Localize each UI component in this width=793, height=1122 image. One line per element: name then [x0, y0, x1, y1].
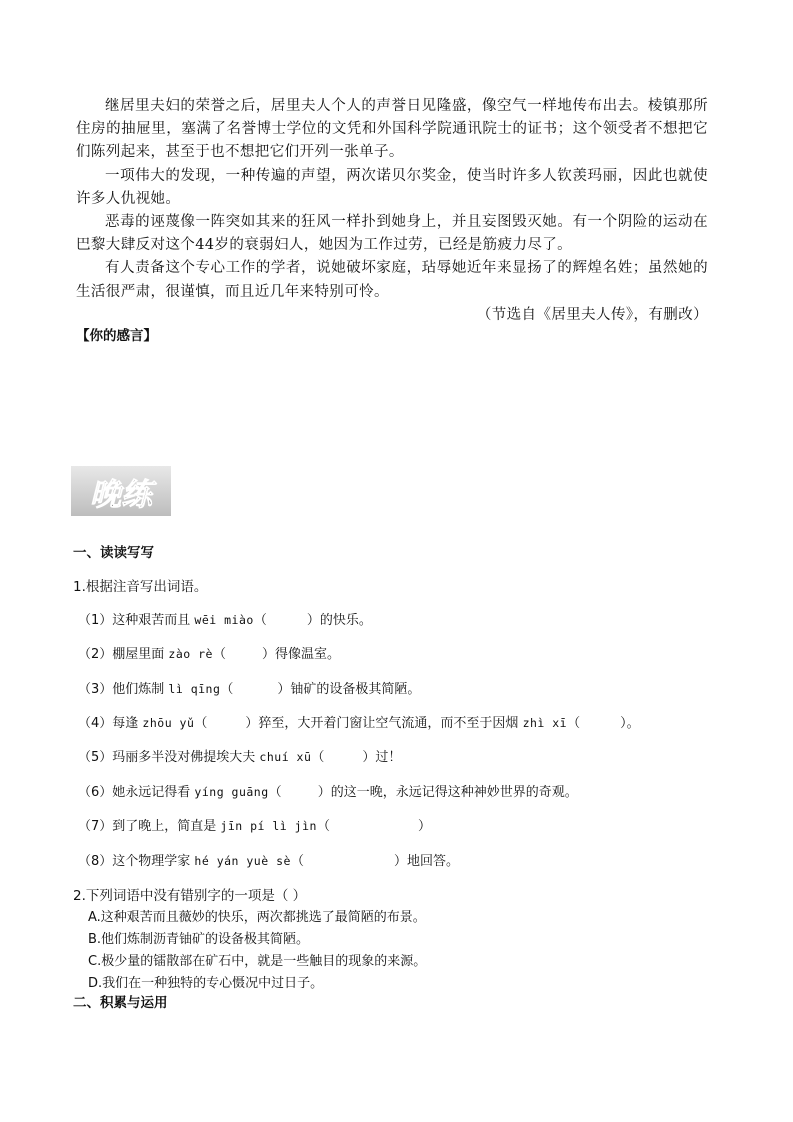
- logo-text: 晚练: [90, 477, 152, 513]
- question-1-item-4: （4）每逢 zhōu yǔ（ ）猝至，大开着门窗让空气流通，而不至于因烟 zhì xī（ ）。: [78, 716, 640, 731]
- question-1-item-2: （2）棚屋里面 zào rè（ ）得像温室。: [78, 647, 341, 662]
- passage-paragraph-4: 有人责备这个专心工作的学者，说她破坏家庭，玷辱她近年来显扬了的辉煌名姓；虽然她的生活很严肃，很谨慎，而且近几年来特别可怜。: [76, 260, 708, 300]
- passage-source: （节选自《居里夫人传》，有删改）: [476, 306, 708, 323]
- pinyin: jīn pí lì jìn: [220, 819, 317, 833]
- passage-paragraph-1: 继居里夫妇的荣誉之后，居里夫人个人的声誉日见隆盛，像空气一样地传布出去。棱镇那所住房的抽屉里，塞满了名誉博士学位的文凭和外国科学院通讯院士的证书；这个领受者不想把它们陈列起来，甚至于也不想把它们开列一张单子。: [76, 98, 708, 161]
- question-2-option-c[interactable]: C.极少量的镭散部在矿石中，就是一些触目的现象的来源。: [88, 954, 427, 969]
- question-1-item-5: （5）玛丽多半没对佛提埃大夫 chuí xū（ ）过！: [78, 750, 402, 765]
- pinyin: zào rè: [168, 647, 213, 661]
- question-1-item-3: （3）他们炼制 lì qīng（ ）铀矿的设备极其简陋。: [78, 682, 421, 697]
- passage-paragraph-2: 一项伟大的发现，一种传遍的声望，两次诺贝尔奖金，使当时许多人钦羡玛丽，因此也就使许多人仇视她。: [76, 167, 708, 207]
- passage-paragraph-3: 恶毒的诬蔑像一阵突如其来的狂风一样扑到她身上，并且妄图毁灭她。有一个阴险的运动在巴黎大肆反对这个44岁的衰弱妇人，她因为工作过劳，已经是筋疲力尽了。: [76, 214, 708, 254]
- question-2-prompt: 2.下列词语中没有错别字的一项是（ ）: [73, 888, 307, 904]
- pinyin: wēi miào: [194, 613, 254, 627]
- question-1-item-6: （6）她永远记得看 yíng guāng（ ）的这一晚，永远记得这种神妙世界的奇观。: [78, 785, 578, 800]
- question-2-option-a[interactable]: A.这种艰苦而且薇妙的快乐，两次都挑选了最简陋的布景。: [88, 910, 426, 925]
- question-2-option-d[interactable]: D.我们在一种独特的专心慑况中过日子。: [88, 976, 324, 991]
- pinyin: hé yán yuè sè: [194, 854, 291, 868]
- evening-practice-logo: [71, 466, 171, 516]
- question-1-item-7: （7）到了晚上，简直是 jīn pí lì jìn（ ）: [78, 819, 431, 834]
- section-2-heading: 二、积累与运用: [73, 995, 168, 1011]
- pinyin: zhì xī: [522, 716, 568, 730]
- reading-passage: [76, 95, 708, 327]
- pinyin: chuí xū: [259, 750, 312, 764]
- feel-heading: 【你的感言】: [76, 328, 157, 344]
- question-1-item-1: （1）这种艰苦而且 wēi miào（ ）的快乐。: [78, 613, 372, 628]
- pinyin: zhōu yǔ: [142, 716, 195, 730]
- question-1-item-8: （8）这个物理学家 hé yán yuè sè（ ）地回答。: [78, 854, 459, 869]
- pinyin: lì qīng: [168, 682, 221, 696]
- pinyin: yíng guāng: [194, 785, 269, 799]
- question-2-option-b[interactable]: B.他们炼制沥青铀矿的设备极其简陋。: [88, 932, 310, 947]
- section-1-heading: 一、读读写写: [73, 545, 154, 561]
- question-1-prompt: 1.根据注音写出词语。: [73, 579, 208, 595]
